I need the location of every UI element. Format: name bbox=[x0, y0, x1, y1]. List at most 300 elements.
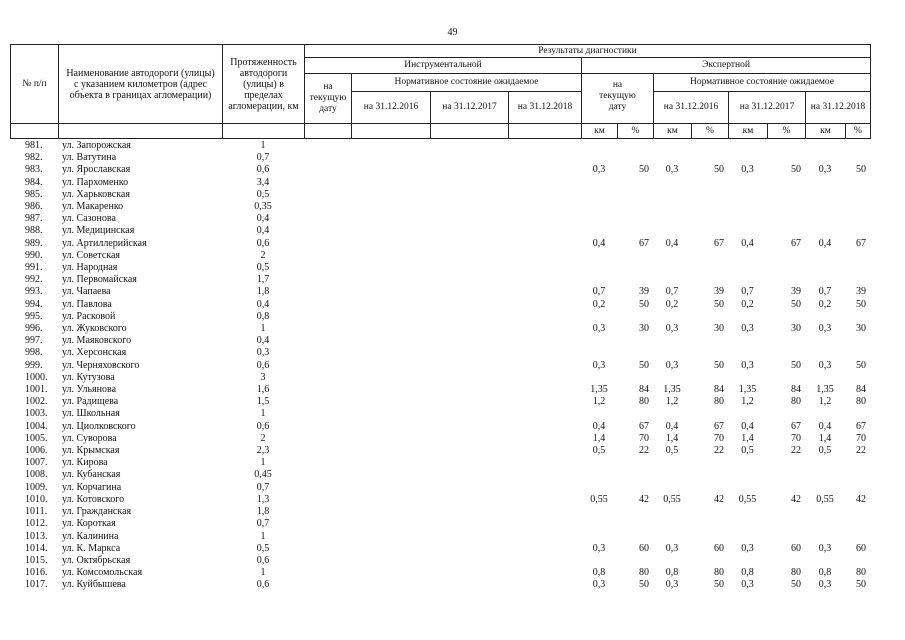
road-length: 1,8 bbox=[256, 286, 270, 298]
value-pct-2016 bbox=[691, 189, 728, 201]
unit-km-2016: км bbox=[654, 124, 692, 139]
header-num: № п/п bbox=[11, 45, 59, 124]
value-pct-2017 bbox=[767, 482, 805, 494]
instr-cell bbox=[430, 506, 508, 518]
value-km-2018 bbox=[805, 201, 845, 213]
value-current-pct bbox=[617, 555, 653, 567]
unit-pct-2018: % bbox=[846, 124, 871, 139]
value-pct-2017 bbox=[767, 152, 805, 164]
table-row bbox=[10, 177, 870, 189]
row-number: 1010. bbox=[25, 493, 48, 505]
value-pct-2017: 50 bbox=[791, 164, 801, 176]
value-current-km bbox=[581, 189, 617, 201]
value-km-2017: 0,2 bbox=[741, 298, 754, 310]
instr-cell bbox=[351, 274, 430, 286]
value-km-2016 bbox=[653, 372, 691, 384]
instr-cell bbox=[508, 579, 581, 591]
road-name: ул. Куйбышева bbox=[62, 579, 126, 591]
instr-cell bbox=[508, 250, 581, 262]
value-km-2018 bbox=[805, 213, 845, 225]
road-length: 2,3 bbox=[256, 445, 270, 457]
road-name: ул. Чапаева bbox=[62, 286, 111, 298]
value-km-2017: 0,3 bbox=[741, 164, 754, 176]
table-row bbox=[10, 396, 870, 408]
value-current-km bbox=[581, 311, 617, 323]
row-number: 982. bbox=[25, 152, 43, 164]
value-km-2016: 0,3 bbox=[665, 542, 679, 554]
value-current-km: 0,2 bbox=[592, 298, 606, 310]
instr-cell bbox=[430, 360, 508, 372]
value-current-km: 0,5 bbox=[592, 445, 606, 457]
instr-cell bbox=[304, 433, 351, 445]
instr-cell bbox=[430, 482, 508, 494]
instr-cell bbox=[508, 201, 581, 213]
value-pct-2017 bbox=[767, 262, 805, 274]
value-pct-2018 bbox=[845, 506, 870, 518]
instr-cell bbox=[508, 555, 581, 567]
value-current-pct bbox=[617, 189, 653, 201]
value-pct-2016 bbox=[691, 335, 728, 347]
instr-cell bbox=[430, 518, 508, 530]
instr-cell bbox=[304, 213, 351, 225]
value-current-pct bbox=[617, 213, 653, 225]
table-row bbox=[10, 189, 870, 201]
road-length: 0,4 bbox=[256, 335, 270, 347]
table-row bbox=[10, 372, 870, 384]
table-row bbox=[10, 457, 870, 469]
value-pct-2017: 60 bbox=[791, 542, 801, 554]
value-pct-2018 bbox=[845, 408, 870, 420]
value-current-pct: 67 bbox=[639, 420, 649, 432]
road-length: 2 bbox=[260, 432, 266, 444]
value-km-2017 bbox=[728, 262, 767, 274]
value-km-2017 bbox=[728, 152, 767, 164]
value-pct-2018 bbox=[845, 518, 870, 530]
value-km-2017 bbox=[728, 469, 767, 481]
value-pct-2016: 80 bbox=[714, 396, 724, 408]
value-pct-2018 bbox=[845, 274, 870, 286]
value-current-pct bbox=[617, 201, 653, 213]
instr-cell bbox=[351, 335, 430, 347]
instr-cell bbox=[508, 518, 581, 530]
road-length: 0,7 bbox=[256, 481, 270, 493]
value-pct-2018 bbox=[845, 555, 870, 567]
road-name: ул. Ульянова bbox=[62, 384, 117, 396]
value-pct-2016: 50 bbox=[714, 359, 724, 371]
value-km-2018: 0,3 bbox=[818, 542, 832, 554]
value-pct-2016 bbox=[691, 201, 728, 213]
instr-cell bbox=[351, 384, 430, 396]
value-current-pct bbox=[617, 274, 653, 286]
value-km-2016 bbox=[653, 555, 691, 567]
value-current-km bbox=[581, 213, 617, 225]
instr-cell bbox=[508, 567, 581, 579]
instr-cell bbox=[304, 518, 351, 530]
value-current-pct bbox=[617, 225, 653, 237]
road-name: ул. Суворова bbox=[62, 432, 117, 444]
instr-cell bbox=[508, 469, 581, 481]
value-current-km bbox=[581, 531, 617, 543]
instr-cell bbox=[508, 311, 581, 323]
road-length: 0,5 bbox=[256, 188, 270, 200]
value-pct-2018: 80 bbox=[856, 396, 866, 408]
value-pct-2017 bbox=[767, 531, 805, 543]
value-km-2018 bbox=[805, 506, 845, 518]
instr-cell bbox=[508, 494, 581, 506]
value-km-2018 bbox=[805, 152, 845, 164]
instr-cell bbox=[508, 189, 581, 201]
instr-cell bbox=[508, 396, 581, 408]
table-row bbox=[10, 543, 870, 555]
value-current-pct: 30 bbox=[639, 323, 649, 335]
instr-cell bbox=[304, 469, 351, 481]
instr-cell bbox=[351, 506, 430, 518]
instr-cell bbox=[508, 372, 581, 384]
value-current-pct: 80 bbox=[639, 396, 649, 408]
road-length: 0,7 bbox=[256, 152, 270, 164]
instr-cell bbox=[304, 531, 351, 543]
road-length: 0,7 bbox=[256, 518, 270, 530]
value-km-2018 bbox=[805, 469, 845, 481]
value-current-pct: 84 bbox=[639, 384, 649, 396]
value-km-2017: 0,4 bbox=[741, 420, 754, 432]
road-length: 0,5 bbox=[256, 262, 270, 274]
value-pct-2016: 50 bbox=[714, 579, 724, 591]
road-length: 0,6 bbox=[256, 237, 270, 249]
instr-cell bbox=[430, 408, 508, 420]
row-number: 981. bbox=[25, 140, 43, 151]
instr-cell bbox=[351, 152, 430, 164]
value-current-km bbox=[581, 372, 617, 384]
instr-cell bbox=[430, 286, 508, 298]
road-name: ул. Школьная bbox=[62, 408, 120, 420]
value-km-2016 bbox=[653, 335, 691, 347]
instr-cell bbox=[508, 274, 581, 286]
unit-km-2017: км bbox=[729, 124, 768, 139]
value-km-2017: 1,4 bbox=[741, 432, 754, 444]
value-current-pct: 22 bbox=[639, 445, 649, 457]
value-current-pct: 60 bbox=[639, 542, 649, 554]
value-pct-2016: 42 bbox=[714, 493, 724, 505]
instr-cell bbox=[430, 238, 508, 250]
instr-cell bbox=[351, 579, 430, 591]
instr-cell bbox=[351, 323, 430, 335]
row-number: 998. bbox=[25, 347, 43, 359]
table-row bbox=[10, 164, 870, 176]
road-name: ул. Корчагина bbox=[62, 481, 122, 493]
instr-cell bbox=[508, 360, 581, 372]
unit-pct-2016: % bbox=[692, 124, 729, 139]
instr-cell bbox=[508, 543, 581, 555]
table-row bbox=[10, 335, 870, 347]
value-pct-2018 bbox=[845, 189, 870, 201]
road-length: 1 bbox=[260, 567, 266, 579]
value-current-km bbox=[581, 518, 617, 530]
road-name: ул. Маяковского bbox=[62, 335, 132, 347]
instr-cell bbox=[508, 457, 581, 469]
row-number: 988. bbox=[25, 225, 43, 237]
instr-cell bbox=[351, 543, 430, 555]
value-km-2017 bbox=[728, 213, 767, 225]
value-current-km bbox=[581, 457, 617, 469]
instr-cell bbox=[351, 286, 430, 298]
value-pct-2017: 50 bbox=[791, 298, 801, 310]
unit-km-current: км bbox=[582, 124, 618, 139]
instr-cell bbox=[304, 323, 351, 335]
value-km-2016 bbox=[653, 482, 691, 494]
value-pct-2018: 80 bbox=[856, 567, 866, 579]
value-current-pct bbox=[617, 457, 653, 469]
page-number: 49 bbox=[447, 27, 458, 38]
value-km-2017 bbox=[728, 372, 767, 384]
value-current-pct bbox=[617, 262, 653, 274]
instr-cell bbox=[508, 164, 581, 176]
value-km-2016: 1,35 bbox=[663, 384, 681, 396]
value-pct-2018: 50 bbox=[856, 298, 866, 310]
value-km-2018: 0,5 bbox=[818, 445, 832, 457]
table-row bbox=[10, 469, 870, 481]
header-instr-normative: Нормативное состояние ожидаемое bbox=[352, 74, 582, 92]
value-km-2018 bbox=[805, 482, 845, 494]
value-km-2018: 0,3 bbox=[818, 359, 832, 371]
value-current-km: 0,3 bbox=[592, 164, 606, 176]
value-km-2016: 0,3 bbox=[665, 164, 679, 176]
row-number: 1005. bbox=[25, 432, 48, 444]
instr-cell bbox=[430, 543, 508, 555]
instr-cell bbox=[508, 384, 581, 396]
instr-cell bbox=[430, 225, 508, 237]
road-length: 1 bbox=[260, 140, 266, 151]
instr-cell bbox=[304, 494, 351, 506]
value-current-km bbox=[581, 555, 617, 567]
value-km-2016: 0,3 bbox=[665, 359, 679, 371]
value-current-pct bbox=[617, 347, 653, 359]
value-pct-2017: 22 bbox=[791, 445, 801, 457]
value-km-2016 bbox=[653, 531, 691, 543]
value-km-2016: 0,5 bbox=[665, 445, 679, 457]
instr-cell bbox=[304, 201, 351, 213]
value-pct-2018 bbox=[845, 372, 870, 384]
road-length: 1 bbox=[260, 457, 266, 469]
value-current-km: 0,7 bbox=[592, 286, 606, 298]
value-km-2018 bbox=[805, 274, 845, 286]
road-length: 0,6 bbox=[256, 164, 270, 176]
instr-cell bbox=[351, 408, 430, 420]
road-length: 3,4 bbox=[256, 176, 270, 188]
value-current-km: 0,4 bbox=[592, 237, 606, 249]
value-km-2017 bbox=[728, 274, 767, 286]
road-name: ул. Котовского bbox=[62, 493, 125, 505]
value-km-2016 bbox=[653, 311, 691, 323]
row-number: 987. bbox=[25, 213, 43, 225]
value-current-km: 0,3 bbox=[592, 579, 606, 591]
road-length: 3 bbox=[260, 371, 266, 383]
table-row bbox=[10, 323, 870, 335]
instr-cell bbox=[430, 445, 508, 457]
instr-cell bbox=[508, 445, 581, 457]
value-current-km: 0,8 bbox=[592, 567, 606, 579]
instr-cell bbox=[508, 152, 581, 164]
value-km-2016: 1,2 bbox=[665, 396, 679, 408]
table-row bbox=[10, 482, 870, 494]
value-km-2017: 0,8 bbox=[741, 567, 754, 579]
road-length: 1 bbox=[260, 530, 266, 542]
road-name: ул. Черняховского bbox=[62, 359, 140, 371]
value-km-2018: 0,2 bbox=[818, 298, 832, 310]
value-km-2018 bbox=[805, 335, 845, 347]
value-current-pct bbox=[617, 482, 653, 494]
value-km-2016 bbox=[653, 225, 691, 237]
value-pct-2017 bbox=[767, 555, 805, 567]
value-current-km bbox=[581, 347, 617, 359]
value-pct-2017 bbox=[767, 311, 805, 323]
value-km-2018: 0,3 bbox=[818, 164, 832, 176]
instr-cell bbox=[508, 482, 581, 494]
value-km-2018 bbox=[805, 311, 845, 323]
value-pct-2016: 50 bbox=[714, 164, 724, 176]
instr-cell bbox=[351, 164, 430, 176]
row-number: 1002. bbox=[25, 396, 48, 408]
value-pct-2016: 70 bbox=[714, 432, 724, 444]
road-length: 0,6 bbox=[256, 420, 270, 432]
value-pct-2016: 50 bbox=[714, 298, 724, 310]
value-km-2018: 0,3 bbox=[818, 323, 832, 335]
road-name: ул. Гражданская bbox=[62, 506, 132, 518]
road-name: ул. Калинина bbox=[62, 530, 119, 542]
value-km-2016 bbox=[653, 506, 691, 518]
value-km-2017: 0,3 bbox=[741, 579, 754, 591]
value-pct-2017 bbox=[767, 347, 805, 359]
road-name: ул. Сазонова bbox=[62, 213, 116, 225]
road-length: 1,5 bbox=[256, 396, 270, 408]
instr-cell bbox=[351, 494, 430, 506]
row-number: 996. bbox=[25, 323, 43, 335]
value-km-2017: 0,5 bbox=[741, 445, 754, 457]
instr-cell bbox=[430, 274, 508, 286]
instr-cell bbox=[351, 433, 430, 445]
instr-cell bbox=[304, 164, 351, 176]
instr-cell bbox=[351, 347, 430, 359]
road-length: 0,3 bbox=[256, 347, 270, 359]
value-pct-2018: 22 bbox=[856, 445, 866, 457]
road-length: 1,3 bbox=[256, 493, 270, 505]
value-pct-2017: 70 bbox=[791, 432, 801, 444]
instr-cell bbox=[430, 311, 508, 323]
row-number: 1012. bbox=[25, 518, 48, 530]
value-pct-2018: 39 bbox=[856, 286, 866, 298]
instr-cell bbox=[304, 347, 351, 359]
value-pct-2017: 39 bbox=[791, 286, 801, 298]
table-row bbox=[10, 250, 870, 262]
instr-cell bbox=[430, 421, 508, 433]
row-number: 1001. bbox=[25, 384, 48, 396]
row-number: 983. bbox=[25, 164, 43, 176]
value-current-pct bbox=[617, 518, 653, 530]
value-km-2016 bbox=[653, 177, 691, 189]
instr-cell bbox=[304, 262, 351, 274]
road-length: 2 bbox=[260, 249, 266, 261]
value-pct-2016 bbox=[691, 506, 728, 518]
value-km-2016 bbox=[653, 201, 691, 213]
value-km-2017 bbox=[728, 408, 767, 420]
instr-cell bbox=[351, 372, 430, 384]
table-row bbox=[10, 152, 870, 164]
value-current-pct bbox=[617, 250, 653, 262]
instr-cell bbox=[508, 335, 581, 347]
instr-cell bbox=[508, 323, 581, 335]
instr-cell bbox=[508, 262, 581, 274]
instr-cell bbox=[351, 567, 430, 579]
instr-cell bbox=[351, 311, 430, 323]
instr-cell bbox=[508, 213, 581, 225]
value-km-2018: 0,4 bbox=[818, 237, 832, 249]
instr-cell bbox=[508, 225, 581, 237]
instr-cell bbox=[351, 457, 430, 469]
table-row bbox=[10, 274, 870, 286]
instr-cell bbox=[430, 189, 508, 201]
road-length: 1 bbox=[260, 323, 266, 335]
value-km-2016 bbox=[653, 347, 691, 359]
road-length: 0,5 bbox=[256, 542, 270, 554]
value-current-km bbox=[581, 177, 617, 189]
instr-cell bbox=[304, 555, 351, 567]
instr-cell bbox=[351, 360, 430, 372]
value-pct-2016: 39 bbox=[714, 286, 724, 298]
header-expert-normative: Нормативное состояние ожидаемое bbox=[654, 74, 871, 92]
value-pct-2018: 50 bbox=[856, 164, 866, 176]
table-row bbox=[10, 494, 870, 506]
road-length: 1,6 bbox=[256, 384, 270, 396]
row-number: 1013. bbox=[25, 530, 48, 542]
value-km-2016 bbox=[653, 140, 691, 152]
row-number: 997. bbox=[25, 335, 43, 347]
instr-cell bbox=[430, 579, 508, 591]
instr-cell bbox=[304, 579, 351, 591]
value-current-km: 1,4 bbox=[592, 432, 606, 444]
header-exp-2018: на 31.12.2018 bbox=[806, 92, 871, 124]
value-km-2016 bbox=[653, 457, 691, 469]
value-km-2018 bbox=[805, 140, 845, 152]
value-current-km: 0,3 bbox=[592, 542, 606, 554]
instr-cell bbox=[430, 347, 508, 359]
value-km-2016 bbox=[653, 262, 691, 274]
instr-cell bbox=[304, 225, 351, 237]
road-name: ул. Кутузова bbox=[62, 371, 115, 383]
value-km-2018: 0,55 bbox=[816, 493, 834, 505]
value-km-2017 bbox=[728, 250, 767, 262]
table-row bbox=[10, 384, 870, 396]
unit-km-2018: км bbox=[806, 124, 846, 139]
value-km-2017 bbox=[728, 555, 767, 567]
instr-cell bbox=[304, 543, 351, 555]
instr-cell bbox=[304, 177, 351, 189]
value-current-pct: 50 bbox=[639, 579, 649, 591]
value-pct-2017: 50 bbox=[791, 579, 801, 591]
value-km-2017 bbox=[728, 335, 767, 347]
header-name: Наименование автодороги (улицы) с указанием километров (адрес объекта в границах агломерации) bbox=[59, 45, 223, 124]
value-km-2017: 0,3 bbox=[741, 323, 754, 335]
value-pct-2017 bbox=[767, 469, 805, 481]
road-length: 0,4 bbox=[256, 298, 270, 310]
instr-cell bbox=[351, 225, 430, 237]
instr-cell bbox=[430, 433, 508, 445]
value-km-2018: 0,4 bbox=[818, 420, 832, 432]
instr-cell bbox=[304, 274, 351, 286]
value-km-2017: 0,3 bbox=[741, 542, 754, 554]
road-name: ул. Херсонская bbox=[62, 347, 127, 359]
value-pct-2016 bbox=[691, 274, 728, 286]
value-current-pct bbox=[617, 372, 653, 384]
